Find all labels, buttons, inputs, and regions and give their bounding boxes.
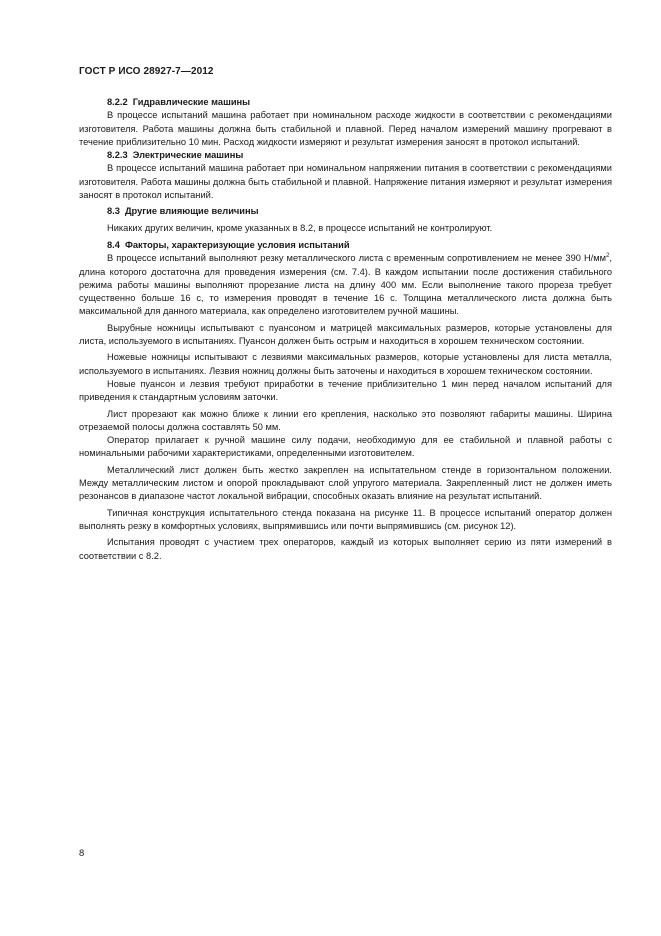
paragraph-text: В процессе испытаний выполняют резку металлического листа с временным сопротивлением не менее 390 Н/мм bbox=[107, 253, 607, 264]
paragraph: Никаких других величин, кроме указанных в 8.2, в процессе испытаний не контролируют. bbox=[107, 222, 493, 233]
section-title: Электрические машины bbox=[132, 150, 244, 161]
document-body bbox=[79, 96, 612, 563]
section-heading-8-3 bbox=[79, 205, 612, 218]
paragraph: Новые пуансон и лезвия требуют приработки в течение приблизительно 1 мин перед началом испытаний для приведения к стандартным условиям заточки. bbox=[79, 378, 612, 403]
superscript: 2 bbox=[606, 253, 610, 260]
paragraph: Типичная конструкция испытательного стенда показана на рисунке 11. В процессе испытаний оператор должен выполнять резку в комфортных условиях, выпрямившись или почти выпрямившись (см. рисунок 12). bbox=[79, 507, 612, 531]
page-number: 8 bbox=[79, 848, 85, 859]
paragraph: Лист прорезают как можно ближе к линии его крепления, насколько это позволяют габариты машины. Ширина отрезаемой полосы должна составлять 50 мм. bbox=[79, 408, 612, 432]
section-title: Другие влияющие величины bbox=[124, 206, 259, 217]
paragraph: Вырубные ножницы испытывают с пуансоном и матрицей максимальных размеров, которые установлены для листа, используемого в испытаниях. Пуансон должен быть острым и находиться в хорошем техническом состоянии. bbox=[79, 322, 612, 347]
paragraph: В процессе испытаний машина работает при номинальном напряжении питания в соответствии с рекомендациями изготовителя. Работа машины должна быть стабильной и плавной. Напряжение питания измеряют и результат измерения заносят в протокол испытаний. bbox=[79, 163, 612, 201]
section-heading-8-2-3 bbox=[79, 149, 612, 162]
section-heading-8-4 bbox=[79, 239, 612, 252]
paragraph-text: , длина которого достаточна для проведения измерения (см. 7.4). В каждом испытании после достижения стабильного режима работы машины выполняют прорезание листа на длину 400 мм. Если выполнение такого прореза требует существенно больше 16 с, то измерения проводят в течение 16 с. Толщина металлического листа должна быть максимальной для данного материала, как определено изготовителем ручной машины. bbox=[79, 253, 612, 317]
paragraph: Металлический лист должен быть жестко закреплен на испытательном стенде в горизонтальном положении. Между металлическим листом и опорой прокладывают слой упругого материала. Закрепленный лист не должен иметь резонансов в диапазоне частот локальной вибрации, способных оказать влияние на результат испытаний. bbox=[79, 464, 612, 502]
paragraph: Испытания проводят с участием трех операторов, каждый из которых выполняет серию из пяти измерений в соответствии с 8.2. bbox=[79, 537, 612, 561]
paragraph: Ножевые ножницы испытывают с лезвиями максимальных размеров, которые установлены для листа металла, используемого в испытаниях. Лезвия ножниц должны быть заточены и находиться в хорошем техническом состоянии. bbox=[79, 352, 612, 376]
section-number: 8.2.2 bbox=[107, 97, 128, 107]
document-header: ГОСТ Р ИСО 28927-7—2012 bbox=[79, 66, 214, 77]
paragraph bbox=[79, 252, 612, 318]
section-title: Факторы, характеризующие условия испытаний bbox=[124, 239, 350, 250]
section-number: 8.2.3 bbox=[107, 150, 128, 161]
paragraph: В процессе испытаний машина работает при номинальном расходе жидкости в соответствии с рекомендациями изготовителя. Работа машины должна быть стабильной и плавной. Перед началом измерений машину прогревают в течение приблизительно 10 мин. Расход жидкости измеряют и результат измерения заносят в протокол испытаний. bbox=[79, 110, 612, 147]
section-number: 8.3 bbox=[107, 206, 120, 217]
section-heading-8-2-2 bbox=[79, 96, 612, 109]
paragraph: Оператор прилагает к ручной машине силу подачи, необходимую для ее стабильной и плавной работы с номинальными рабочими характеристиками, определенными изготовителем. bbox=[79, 435, 612, 459]
section-title: Гидравлические машины bbox=[132, 97, 251, 107]
section-number: 8.4 bbox=[107, 239, 120, 250]
